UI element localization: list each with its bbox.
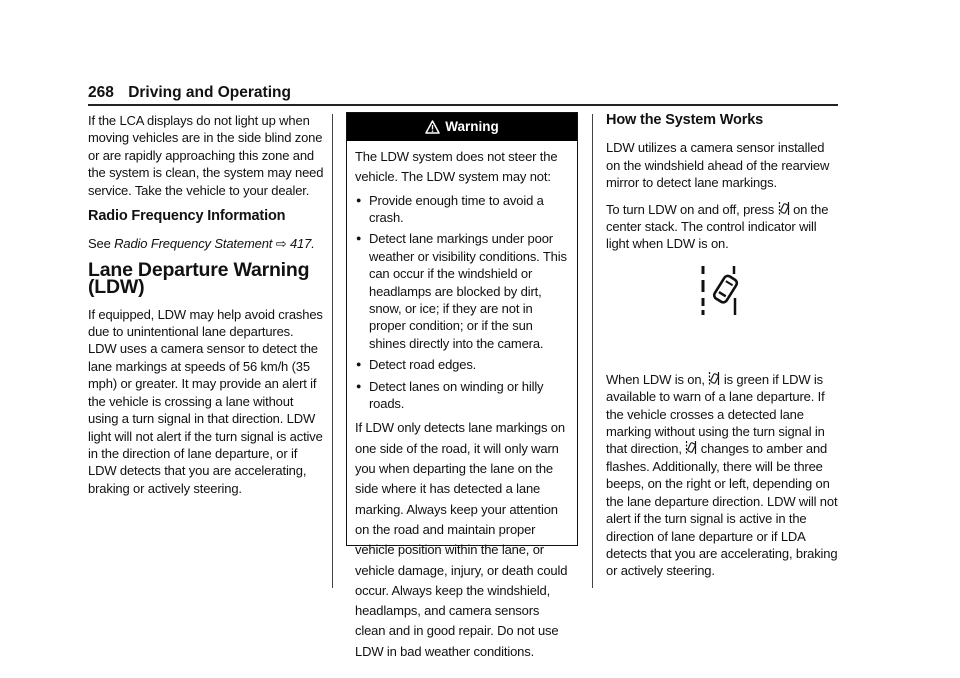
warning-triangle-icon <box>425 120 440 134</box>
lane-departure-icon <box>778 201 790 216</box>
column-divider-2 <box>592 114 593 588</box>
warning-bullet: ● Detect road edges. <box>355 356 569 373</box>
warning-box <box>346 112 578 659</box>
how-paragraph-3 <box>606 371 840 580</box>
rf-reference <box>88 235 324 252</box>
warning-bullet: ● Detect lanes on winding or hilly roads. <box>355 378 569 413</box>
p2-text-a: To turn LDW on and off, press <box>606 201 775 217</box>
how-paragraph-2 <box>606 201 840 253</box>
ldw-heading: Lane Departure Warning (LDW) <box>88 258 310 299</box>
warning-title: Warning <box>445 119 499 134</box>
warning-bullet: ● Provide enough time to avoid a crash. <box>355 192 569 227</box>
warning-lead: The LDW system does not steer the vehicle. The LDW system may not: <box>355 149 558 185</box>
page-header <box>88 84 291 102</box>
p3-text-a: When LDW is on, <box>606 371 705 387</box>
ldw-paragraph: If equipped, LDW may help avoid crashes due to unintentional lane departures. LDW uses a camera sensor to detect the lane markings at speeds of 56 km/h (35 mph) or greater. It may provide an alert if the vehicle is crossing a lane without using a turn signal in that direction. LDW light will not alert if the turn signal is active in the direction of lane departure, or if LDW detects that you are accelerating, braking or actively steering. <box>88 306 323 496</box>
how-heading: How the System Works <box>606 112 764 128</box>
p2-text-b: on the center stack. The control indicator will light when LDW is on. <box>606 201 829 252</box>
warning-list <box>355 192 569 413</box>
warning-bullet: ● Detect lane markings under poor weather or visibility conditions. This can occur if the windshield or headlamps are blocked by dirt, snow, or ice; if they are not in proper condition; or if the sun shines directly into the camera. <box>355 230 569 352</box>
page-number: 268 <box>88 84 114 101</box>
lane-departure-icon <box>708 371 720 386</box>
warning-tail: If LDW only detects lane markings on one side of the road, it will only warn you when departing the lane on the side where it has detected a lane marking. Always keep your attention on the road and maintain proper vehicle position within the lane, or vehicle damage, injury, or death could occur. Always keep the windshield, headlamps, and camera sensors clean and in good repair. Do not use LDW in bad weather conditions. <box>355 420 568 659</box>
p3-text-c: changes to amber and flashes. Additionally, there will be three beeps, on the right or left, depending on the lane departure direction. LDW will not alert if the turn signal is active in the direction of lane departure or if LDA detects that you are accelerating, braking or actively steering. <box>606 441 838 579</box>
p3-text-b: is green if LDW is available to warn of a lane departure. If the vehicle crosses a detected lane marking without using the turn signal in that direction, <box>606 371 825 457</box>
header-rule <box>88 104 838 106</box>
lane-departure-icon <box>685 440 697 455</box>
ldw-indicator-figure <box>692 262 748 318</box>
warning-header <box>347 113 577 141</box>
lane-departure-icon <box>703 266 738 315</box>
page-ref-arrow-icon: ⇨ <box>275 236 287 252</box>
rf-page[interactable]: 417. <box>289 236 315 252</box>
rf-link[interactable]: Radio Frequency Statement <box>114 236 273 252</box>
lca-paragraph: If the LCA displays do not light up when moving vehicles are in the side blind zone or are rapidly approaching this zone and the system is clean, the system may need service. Take the vehicle to your dealer. <box>88 113 324 198</box>
section-title: Driving and Operating <box>128 84 291 101</box>
column-right <box>606 112 840 589</box>
rf-see: See <box>88 236 111 252</box>
column-left <box>88 112 324 506</box>
rf-heading: Radio Frequency Information <box>88 208 286 225</box>
column-divider-1 <box>332 114 333 588</box>
warning-body <box>347 141 577 662</box>
how-paragraph-1: LDW utilizes a camera sensor installed on the windshield ahead of the rearview mirror to detect lane markings. <box>606 140 830 191</box>
